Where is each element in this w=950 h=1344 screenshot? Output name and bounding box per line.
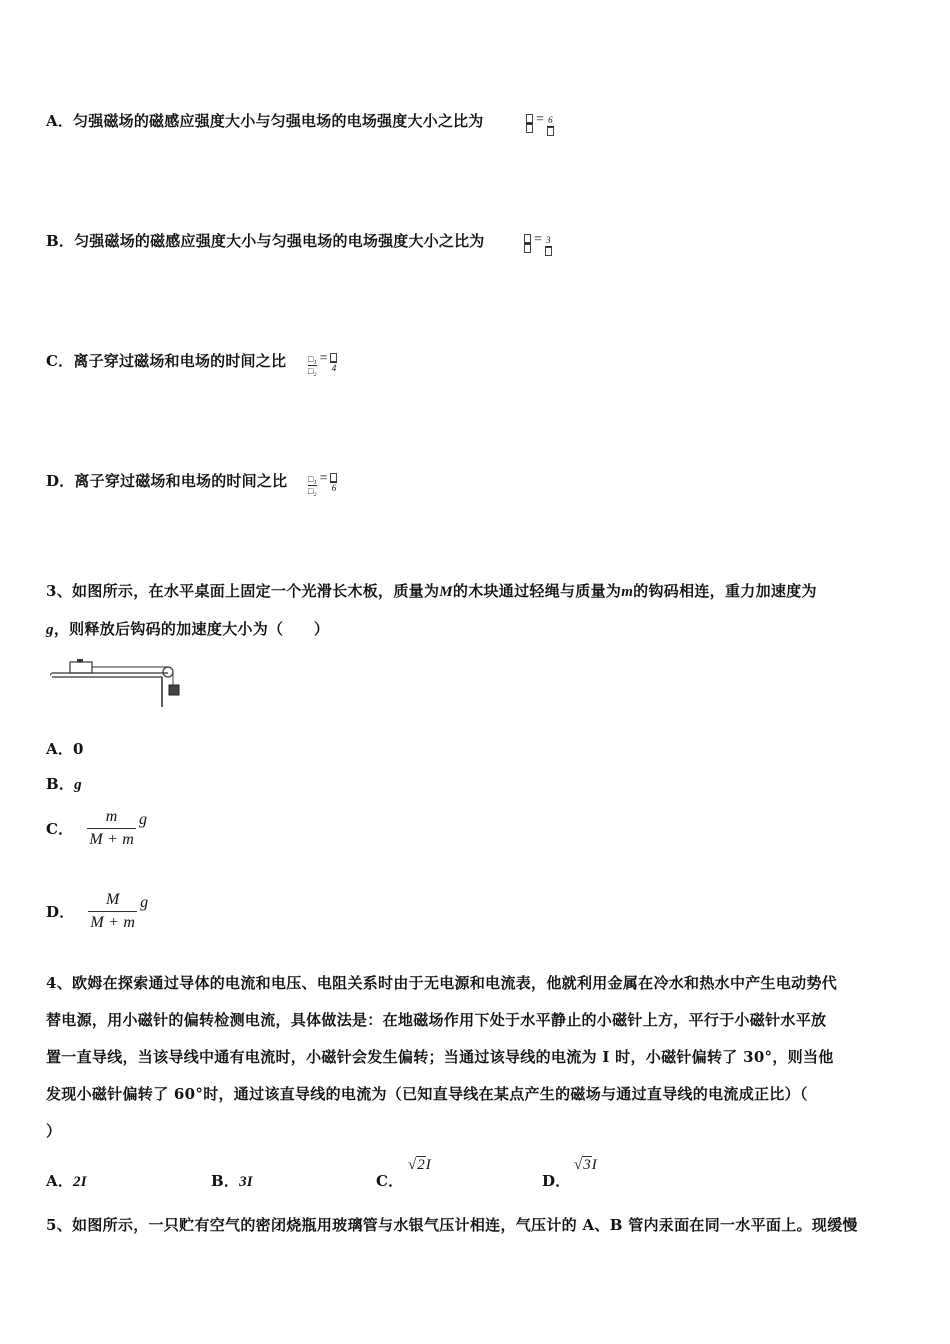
formula-b: = 3 [524,228,552,256]
option-text: 匀强磁场的磁感应强度大小与匀强电场的电场强度大小之比为 [74,232,485,250]
formula-c: $\frac{\text{□₁}}{\text{□₂}}$ = 4 [308,351,337,376]
q3-option-c: C． m M + m g [46,806,147,851]
option-text: 匀强磁场的磁感应强度大小与匀强电场的电场强度大小之比为 [73,112,484,130]
fraction: 6 [330,473,337,494]
question-5-stem: 5、如图所示，一只贮有空气的密闭烧瓶用玻璃管与水银气压计相连，气压计的 A、B 管内汞面在同一水平面上。现缓慢 [46,1216,858,1234]
option-letter: D． [46,472,75,490]
option-letter: A． [46,112,74,130]
q3-option-b: B．g [46,775,82,793]
q4-option-d: D． [542,1172,571,1190]
formula-d: $\frac{\text{□₁}}{\text{□₂}}$ = 6 [308,471,337,496]
fraction: 4 [330,353,337,374]
fraction: $\frac{\text{□₁}}{\text{□₂}}$ [308,354,317,376]
option-letter: B． [46,232,75,250]
q4-option-d-value: √3I [574,1157,597,1173]
block [70,662,92,673]
fraction: $\frac{\text{□₁}}{\text{□₂}}$ [308,474,317,496]
block-pulley-diagram [50,655,190,715]
option-a [46,110,483,131]
formula-a: = 6 [526,108,554,136]
fraction: M M + m [90,891,136,931]
option-letter: C． [46,352,74,370]
fraction: 3 [545,235,552,256]
option-c [46,350,286,371]
option-text: 离子穿过磁场和电场的时间之比 [73,352,287,370]
option-text: 离子穿过磁场和电场的时间之比 [74,472,288,490]
hanging-weight [169,685,179,695]
fraction: 6 [547,115,554,136]
q3-option-a: A．0 [46,740,84,758]
q4-option-c-value: √2I [408,1157,431,1173]
fraction [526,114,533,133]
fraction [524,234,531,253]
q3-option-d: D． M M + m g [46,889,148,934]
option-d [46,470,287,491]
q4-option-a: A．2I [46,1172,87,1190]
question-4-stem: 4、欧姆在探索通过导体的电流和电压、电阻关系时由于无电源和电流表，他就利用金属在冷水和热水中产生电动势代 替电源，用小磁针的偏转检测电流，具体做法是：在地磁场作用下处于水平静止的小磁针上方，平行于小磁针水平放 置一直导线，当该导线中通有电流时，小磁针会发生偏转；当通过该导线的电流为 I 时，小磁针偏转了 30°，则当他 发现小磁针偏转了 60°时，通过该直导线的电流为（已知直导线在某点产生的磁场与通过直导线的电流成正比）（ ） [46,974,838,1140]
q4-option-b: B．3I [211,1172,253,1190]
fraction: m M + m [89,808,135,848]
option-b [46,230,485,251]
question-3-stem: 3、如图所示，在水平桌面上固定一个光滑长木板，质量为M的木块通过轻绳与质量为m的钩码相连，重力加速度为 g，则释放后钩码的加速度大小为（ ） [46,582,817,638]
pulley [163,667,173,677]
q4-option-c: C． [376,1172,404,1190]
